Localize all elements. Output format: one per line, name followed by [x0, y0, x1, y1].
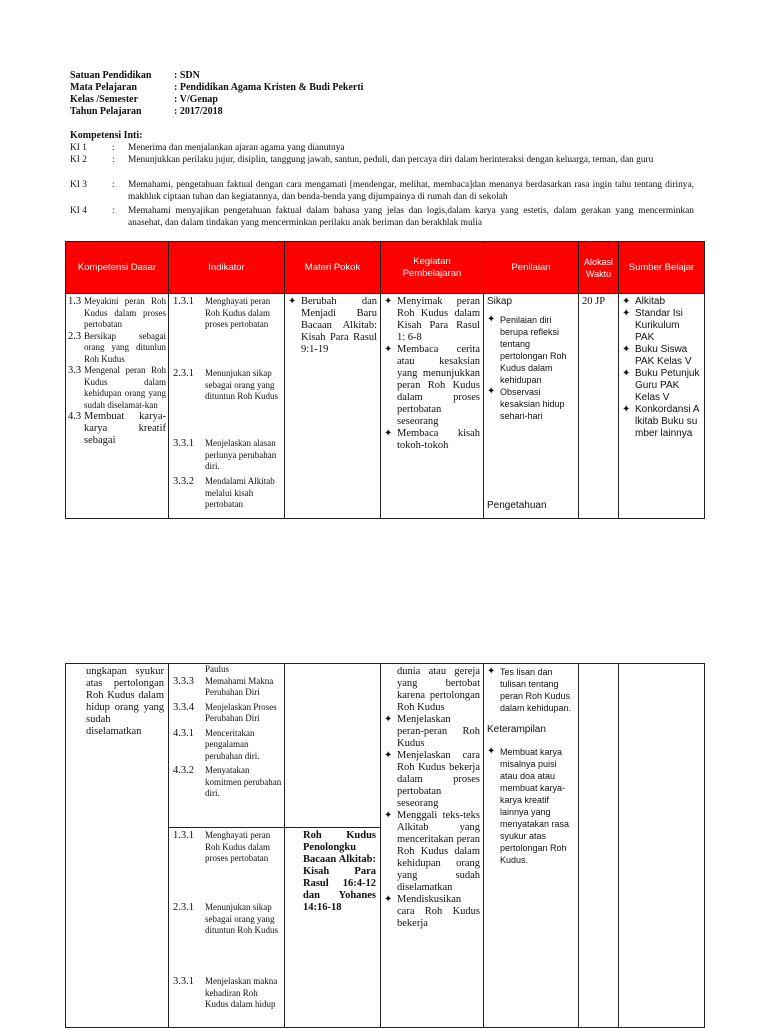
penilaian-label: Sikap — [487, 296, 513, 307]
bullet-icon: ✦ — [384, 750, 393, 761]
kd-cell: ungkapan syukur atas pertolongan Roh Kudus dalam hidup orang yang sudah diselamatkan — [66, 664, 169, 1028]
list-item: ✦ Menjelaskan cara Roh Kudus bekerja dalam proses pertobatan seseorang — [384, 750, 480, 809]
list-item: ✦ Penilaian diri berupa refleksi tentang pertolongan Roh Kudus dalam kehidupan — [487, 314, 567, 385]
ki-code: KI 3 — [70, 180, 87, 190]
bullet-icon: ✦ — [384, 714, 393, 725]
ki-row — [70, 206, 700, 230]
column-header: Materi Pokok — [285, 242, 381, 294]
column-header: Penilaian — [484, 242, 579, 294]
list-item: ✦ Observasi kesaksian hidup sehari-hari — [487, 386, 565, 421]
header-value: : 2017/2018 — [174, 106, 223, 117]
list-item: ✦ Tes lisan dan tulisan tentang peran Roh Kudus dalam kehidupan. — [487, 666, 572, 713]
materi-cell: Roh Kudus Penolongku Bacaan Alkitab: Kisah Para Rasul 16:4-12 dan Yohanes 14:16-18 — [285, 828, 381, 1028]
header-value: : Pendidikan Agama Kristen & Budi Pekerti — [174, 82, 364, 93]
list-item: ✦ Menjelaskan peran-peran Roh Kudus — [384, 714, 480, 749]
list-item: 3.3.2 Mendalami Alkitab melalui kisah pertobatan — [173, 476, 275, 509]
kegiatan-cell — [381, 294, 484, 519]
list-item: 3.3.3 Memahami Makna Perubahan Diri — [173, 675, 274, 697]
ki-colon: : — [112, 206, 115, 216]
penilaian-cell — [484, 664, 579, 1028]
document-header — [70, 70, 670, 120]
list-item: 2.3.1 Menunjukan sikap sebagai orang yang dituntun Roh Kudus — [173, 368, 279, 401]
ki-row — [70, 180, 700, 204]
column-header: Indikator — [169, 242, 285, 294]
ki-text: Menunjukkan perilaku jujur, disiplin, tanggung jawab, santun, peduli, dan percaya diri dalam berinteraksi dengan keluarga, teman, dan guru — [128, 155, 654, 165]
bullet-icon: ✦ — [487, 746, 496, 757]
list-item: ✦ Berubah dan Menjadi Baru Bacaan Alkitab: Kisah Para Rasul 9:1-19 — [288, 296, 377, 355]
ki-colon: : — [112, 180, 115, 190]
list-item: 3.3.1 Menjelaskan alasan perlunya perubahan diri. — [173, 438, 277, 471]
penilaian-label: Pengetahuan — [487, 500, 547, 511]
bullet-icon: ✦ — [487, 386, 496, 397]
kegiatan-cell — [381, 664, 484, 1028]
list-item: 3.3.1 Menjelaskan makna kehadiran Roh Kudus dalam hidup — [173, 976, 278, 1009]
list-item: 1.3 Meyakini peran Roh Kudus dalam proses pertobatan — [68, 296, 166, 329]
column-header: Kegiatan Pembelajaran — [381, 242, 484, 294]
header-label: Mata Pelajaran — [70, 82, 137, 93]
header-row — [70, 94, 670, 106]
list-item: ✦ Konkordansi Alkitab Buku sumber lainnya — [622, 404, 700, 439]
column-header: Sumber Belajar — [619, 242, 705, 294]
list-item: 1.3.1 Menghayati peran Roh Kudus dalam proses pertobatan — [173, 296, 271, 329]
header-value: : V/Genap — [174, 94, 218, 105]
header-label: Satuan Pendidikan — [70, 70, 152, 81]
list-item: dunia atau gereja yang bertobat karena pertolongan Roh Kudus — [397, 666, 480, 713]
bullet-icon: ✦ — [384, 894, 393, 905]
list-item: 2.3.1 Menunjukan sikap sebagai orang yang dituntun Roh Kudus — [173, 902, 279, 935]
bullet-icon: ✦ — [622, 368, 631, 379]
list-item: ✦ Buku Petunjuk Guru PAK Kelas V — [622, 368, 700, 403]
list-item: ✦ Buku Siswa PAK Kelas V — [622, 344, 692, 367]
bullet-icon: ✦ — [288, 296, 297, 307]
ki-colon: : — [112, 143, 115, 153]
header-label: Kelas /Semester — [70, 94, 139, 105]
penilaian-cell — [484, 294, 579, 519]
header-row — [70, 70, 670, 82]
bullet-icon: ✦ — [384, 344, 393, 355]
bullet-icon: ✦ — [487, 666, 496, 677]
list-item: 4.3.1 Menceritakan pengalaman perubahan diri. — [173, 727, 260, 761]
header-row — [70, 82, 670, 94]
ki-text: Memahami menyajikan pengetahuan faktual dalam bahasa yang jelas dan logis,dalam karya yang estetis, dalam gerakan yang mencerminkan anasehat, dan dalam tindakan yang mencerminkan perilaku anak beriman dan berakhlak mulia — [128, 206, 694, 228]
list-item: ✦ Standar Isi Kurikulum PAK — [622, 308, 683, 343]
bullet-icon: ✦ — [487, 314, 496, 325]
ki-code: KI 1 — [70, 143, 87, 153]
list-item: ✦ Menggali teks-teks Alkitab yang menceritakan peran Roh Kudus dalam kehidupan orang yang sudah diselamatkan — [384, 810, 480, 893]
list-item: 4.3.2 Menyatakan komitmen perubahan diri. — [173, 765, 282, 798]
bullet-icon: ✦ — [384, 296, 393, 307]
ki-code: KI 4 — [70, 206, 87, 216]
alokasi-cell — [579, 664, 619, 1028]
rpp-table-1 — [65, 241, 705, 519]
ki-row — [70, 143, 700, 155]
header-row — [70, 106, 670, 118]
ki-row — [70, 155, 700, 179]
bullet-icon: ✦ — [622, 404, 631, 415]
indikator-cell — [169, 664, 285, 828]
bullet-icon: ✦ — [384, 810, 393, 821]
bullet-icon: ✦ — [622, 344, 631, 355]
penilaian-label: Keterampilan — [487, 724, 546, 735]
sumber-cell — [619, 294, 705, 519]
list-item: 3.3.4 Menjelaskan Proses Perubahan Diri — [173, 701, 277, 723]
header-value: : SDN — [174, 70, 200, 81]
ki-colon: : — [112, 155, 115, 165]
list-item: 2.3 Bersikap sebagai orang yang ditunlun Roh Kudus — [68, 330, 166, 364]
sumber-cell — [619, 664, 705, 1028]
list-item: ✦ Membaca cerita atau kesaksian yang menunjukkan peran Roh Kudus dalam proses pertobatan seseorang — [384, 344, 480, 427]
list-item: 3.3 Mengenal peran Roh Kudus dalam kehidupan orang yang sudah diselamat-kan — [68, 365, 166, 410]
indikator-cell — [169, 294, 285, 519]
list-item: ✦ Membuat karya misalnya puisi atau doa atau membuat karya-karya kreatif lainnya yang menyatakan rasa syukur atas pertolongan Roh Kudus. — [487, 746, 570, 865]
ki-text: Menerima dan menjalankan ajaran agama yang dianutnya — [128, 143, 345, 153]
ki-code: KI 2 — [70, 155, 87, 165]
list-item: ✦ Membaca kisah tokoh-tokoh — [384, 428, 480, 451]
bullet-icon: ✦ — [384, 428, 393, 439]
alokasi-cell: 20 JP — [579, 294, 619, 519]
list-item: Paulus — [205, 664, 230, 674]
ki-text: Memahami, pengetahuan faktual dengan cara mengamati [mendengar, melihat, membaca]dan menanya berdasarkan rasa ingin tahu tentang dirinya, makhluk ciptaan tuhan dan kegiatannya, dan benda-benda yang dijumpainya di rumah dan di sekolah — [128, 180, 694, 202]
materi-cell — [285, 294, 381, 519]
list-item: 4.3 Membuat karya-karya kreatif sebagai — [68, 411, 166, 446]
column-header: Alokasi Waktu — [579, 242, 619, 294]
materi-cell — [285, 664, 381, 828]
list-item: ✦ Menyimak peran Roh Kudus dalam Kisah Para Rasul 1: 6-8 — [384, 296, 480, 343]
kd-cell — [66, 294, 169, 519]
list-item: ✦ Alkitab — [622, 296, 666, 307]
list-item: ✦ Mendiskusikan cara Roh Kudus bekerja — [384, 894, 480, 929]
header-label: Tahun Pelajaran — [70, 106, 142, 117]
rpp-table-2 — [65, 663, 705, 1028]
indikator-cell — [169, 828, 285, 1028]
list-item: 1.3.1 Menghayati peran Roh Kudus dalam proses pertobatan — [173, 830, 271, 863]
column-header: Kompetensi Dasar — [66, 242, 169, 294]
bullet-icon: ✦ — [622, 296, 631, 307]
ki-list — [70, 143, 700, 233]
bullet-icon: ✦ — [622, 308, 631, 319]
ki-title: Kompetensi Inti: — [70, 130, 143, 141]
